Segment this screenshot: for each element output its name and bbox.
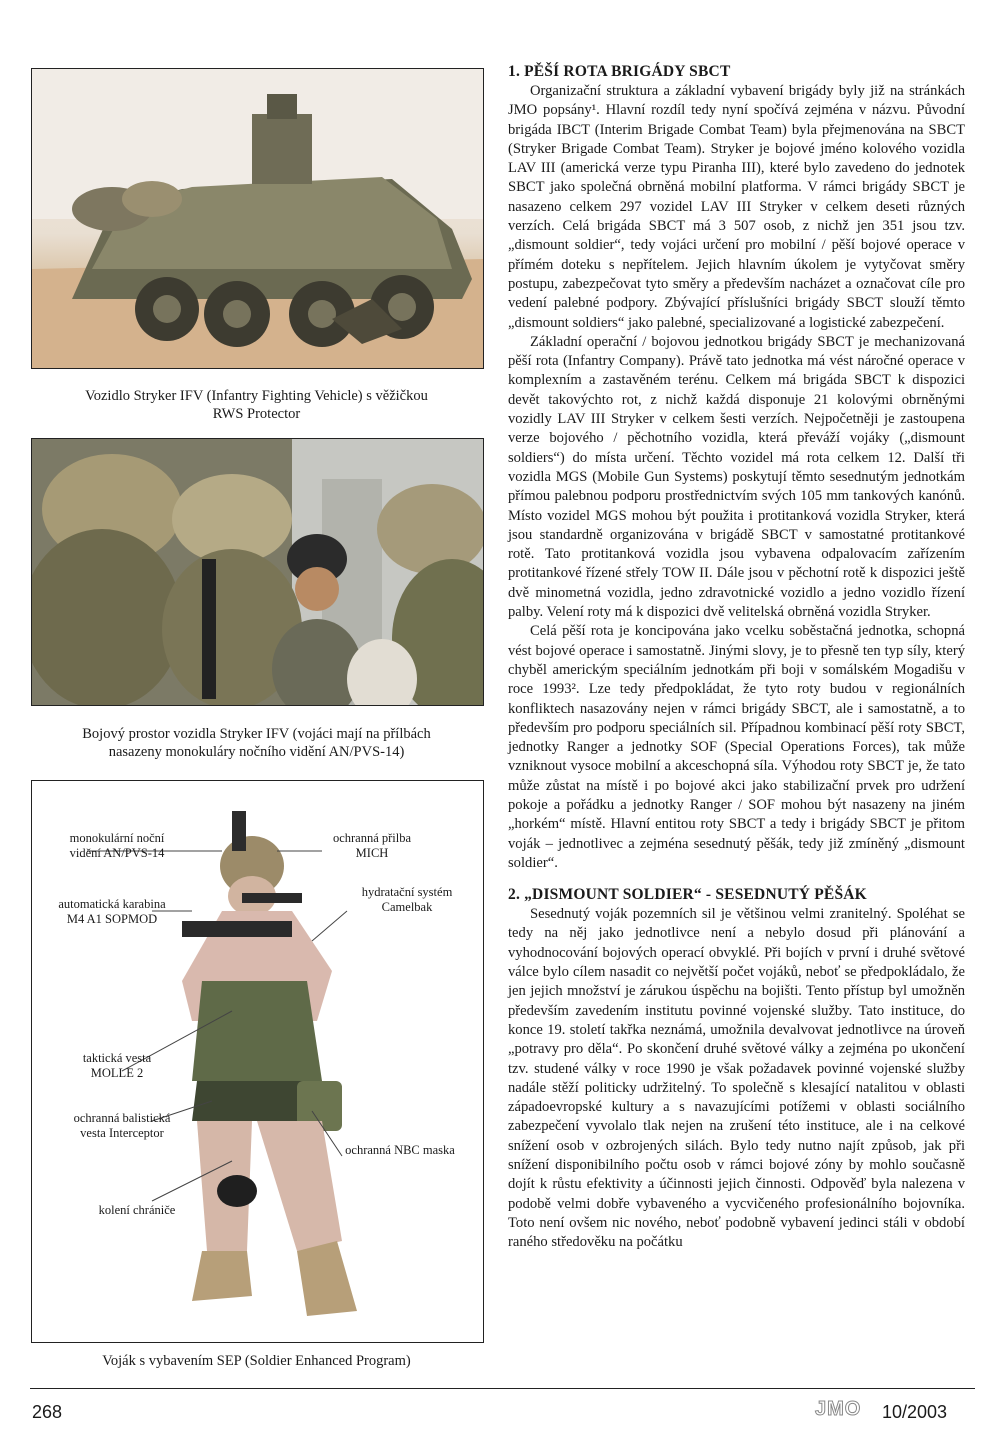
photo2-caption <box>31 725 482 761</box>
page-number: 268 <box>32 1402 63 1422</box>
section1-paragraph-3: Celá pěší rota je koncipována jako vcelku soběstačná jednotka, schopná vést bojové operace i samostatně. Jinými slovy, je to přesně ten typ síly, který chyběl americkým speciálním jednotkám při boji v somálském Mogadišu v roce 1993². Lze tedy předpokládat, že tyto roty budou v regionálních konfliktech nasazovány nejen v rámci brigády SBCT, ale i samostatně, a to především pro podporu speciálních sil. Případnou kombinací pěší roty SBCT, jednotky Ranger a jednotky SOF (Special Operations Forces), tak může vzniknout vysoce mobilní a akceschopná síla. Výhodou roty SBCT je, že tato může zůstat na místě i po bojové akci jako stabilizační prvek pro udržení pokoje a pořádku a jednotky Ranger / SOF mohou být nasazeny na jiném „horkém“ místě. Hlavní entitou roty SBCT a tedy i brigády SBCT je přitom voják – jednotlivec a zejména sesednutý pěšák, tedy již zmíněný „dismount soldier“. <box>508 623 965 871</box>
section1-paragraph-2: Základní operační / bojovou jednotkou brigády SBCT je mechanizovaná pěší rota (Infantry Company). Právě tato jednotka má vést náročné operace v komplexním a zastavěném terénu. Celkem má brigáda SBCT k dispozici devět takovýchto rot, z nichž každá disponuje 21 kolovými obrněnými vozidly LAV III Stryker v celkem šesti verzích. Nejpočetněji je zastoupena verze bojového / pěchotního vozidla, která převáží vojáky („dismount soldiers“) do místa určení. Těchto vozidel má rota celkem 12. Další tři vozidla MGS (Mobile Gun Systems) poskytují těmto sesednutým jednotkám přímou palebnou podporu prostřednictvím svých 105 mm tankových kanónů. Místo vozidel MGS mohou být použita i protitanková vozidla Stryker, která jsou standardně organizována v brigádě SBCT v samostatné protitankové rotě. Tato protitanková vozidla jsou vybavena odpalovacím zařízením protitankové řízené střely TOW II. Dále jsou v pěchotní rotě k dispozici ještě dvě minometná vozidla, jedno zdravotnické vozidlo a jedno vozidlo řízení palby. Velení roty má k dispozici dvě velitelská obrněná vozidla Stryker. <box>508 333 965 621</box>
photo2-caption-line1: Bojový prostor vozidla Stryker IFV (vojáci mají na přílbách <box>82 726 431 742</box>
soldier-equipment-diagram <box>31 780 484 1343</box>
label-hydration <box>337 885 477 915</box>
jmo-logo: JMO <box>815 1398 862 1420</box>
photo1-caption-line2: RWS Protector <box>212 406 301 422</box>
label-nbc: ochranná NBC maska <box>345 1143 455 1157</box>
label-interceptor-line1: ochranná balistická <box>73 1111 171 1125</box>
label-hydration-line2: Camelbak <box>381 900 433 914</box>
photo2-caption-line2: nasazeny monokuláry nočního vidění AN/PVS-14) <box>108 744 405 760</box>
issue-number: 10/2003 <box>882 1402 948 1422</box>
label-knee: kolení chrániče <box>98 1203 176 1217</box>
photo3-caption: Voják s vybavením SEP (Soldier Enhanced Program) <box>102 1353 411 1369</box>
section2-heading: 2. „DISMOUNT SOLDIER“ - SESEDNUTÝ PĚŠÁK <box>508 886 867 904</box>
label-helmet <box>312 831 432 861</box>
label-monocular-line1: monokulární noční <box>69 831 165 845</box>
stryker-vehicle-photo <box>31 68 484 369</box>
section1-heading: 1. PĚŠÍ ROTA BRIGÁDY SBCT <box>508 63 731 80</box>
label-carbine-line1: automatická karabina <box>58 897 166 911</box>
label-carbine-line2: M4 A1 SOPMOD <box>66 912 158 926</box>
section1-paragraph-1: Organizační struktura a základní vybavení brigády byly již na stránkách JMO popsány¹. Hlavní rozdíl tedy nyní spočívá zejména v názvu. Původní brigáda IBCT (Interim Brigade Combat Team) byla přejmenována na SBCT (Stryker Brigade Combat Team). Stryker je bojové jméno kolového vozidla LAV III (americká verze typu Piranha III), které bylo zavedeno do jednotek SBCT jako společná obrněná mobilní platforma. V rámci brigády SBCT je nasazeno celkem 297 vozidel LAV III Stryker v celkem deseti různých verzích. Celá brigáda SBCT má 3 507 osob, z nichž jen 351 jsou tzv. „dismount soldier“, tedy vojáci určení pro mobilní / pěší bojové operace v přímém doteku s nepřítelem. Jejich hlavním úkolem je vytyčovat směry postupu, zabezpečovat tyto směry a především nacházet a označovat cíle pro vedení palebné podpory. Zbývající příslušníci brigády SBCT slouží těmto „dismount soldiers“ jako palebné, specializované a logistické zabezpečení. <box>508 83 965 331</box>
stryker-vehicle-illustration <box>32 69 483 368</box>
label-molle-line2: MOLLE 2 <box>90 1066 144 1080</box>
label-molle-line1: taktická vesta <box>82 1051 152 1065</box>
label-carbine <box>42 897 182 927</box>
section2-paragraph-1: Sesednutý voják pozemních sil je většinou velmi zranitelný. Spoléhat se tedy na něj jako jednotlivce není a nebylo dosud při plánování a vyhodnocování bojových operací obvyklé. Při bojích v první i druhé světové válce bylo cílem nasadit co největší počet vojáků, neboť se předpokládalo, že jen jejich množství je zárukou úspěchu na bojišti. Tento přístup byl umožněn především zavedením institutu povinné vojenské služby. Tato instituce, do konce 19. století takřka neznámá, umožnila devalvovat jednotlivce na úroveň „potravy pro děla“. Po skončení druhé světové války a zejména po ukončení tzv. studené války v roce 1990 je však požadavek povinné vojenské služby nadále stěží politicky udržitelný. To společně s klesající natalitou v oblasti západoevropské kultury a s navazujícími potížemi v oblasti sociálního zabezpečení vyvolalo tlak nejen na zrušení této instituce, ale i na celkové snížení osob v ozbrojených silách. Bylo tedy nutno najít způsob, jak při snížení disponibilního počtu osob v rámci bojové zóny by mohlo současně dojít k růstu efektivity a účinnosti jejich činnosti. Odpověď byla nalezena v podobě velmi dobře vybaveného a vycvičeného profesionálního bojovníka. Toto není ovšem nic nového, neboť podobně vybavení jedinci stáli v období raného středověku na počátku <box>508 906 965 1251</box>
photo1-caption <box>31 387 482 423</box>
label-helmet-line2: MICH <box>355 846 389 860</box>
label-interceptor <box>57 1111 187 1141</box>
label-monocular-line2: vidění AN/PVS-14 <box>69 846 165 860</box>
label-monocular <box>47 831 187 861</box>
photo1-caption-line1: Vozidlo Stryker IFV (Infantry Fighting Vehicle) s věžičkou <box>85 388 428 404</box>
stryker-interior-illustration <box>32 439 483 705</box>
label-interceptor-line2: vesta Interceptor <box>80 1126 164 1140</box>
label-helmet-line1: ochranná přilba <box>332 831 412 845</box>
footer-divider <box>30 1388 975 1389</box>
label-molle <box>62 1051 172 1081</box>
label-hydration-line1: hydratační systém <box>361 885 453 899</box>
article-column <box>508 62 965 1253</box>
stryker-interior-photo <box>31 438 484 706</box>
